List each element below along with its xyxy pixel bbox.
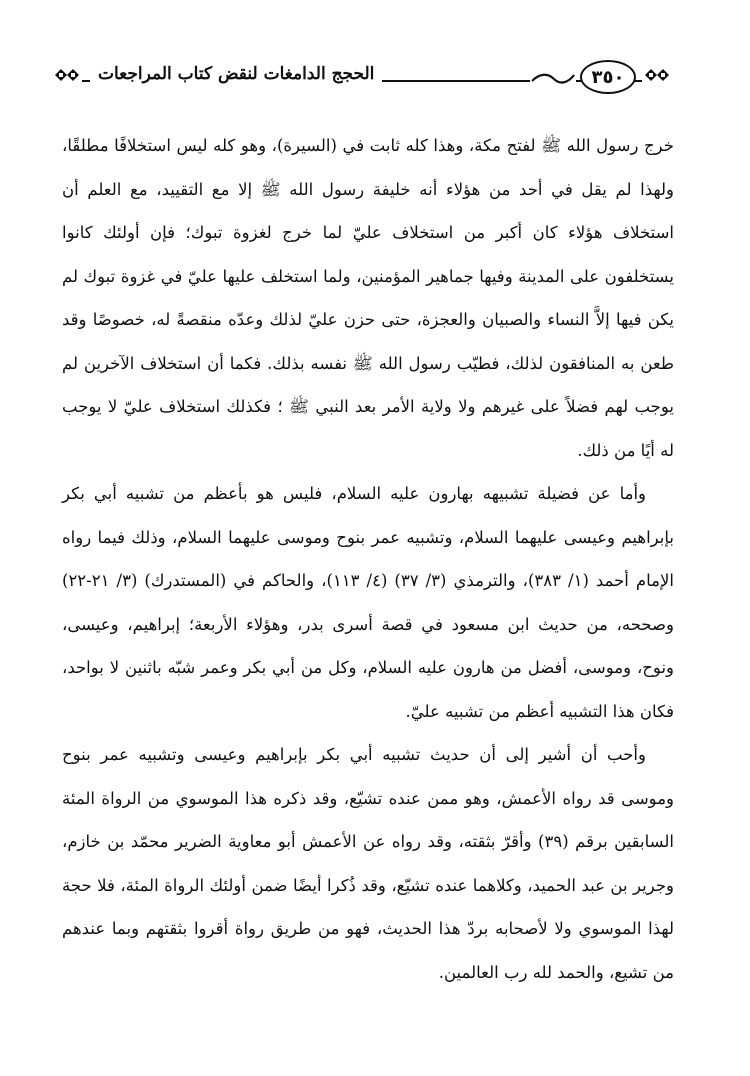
text-line: وجرير بن عبد الحميد، وكلاهما عنده تشيّع، وقد ذُكرا أيضًا ضمن أولئك الرواة المئة، فلا xyxy=(97,875,674,895)
text-line: عندهم من تشيع، والحمد لله رب العالمين. xyxy=(62,919,674,982)
text-line: يوجب له أيًا من ذلك. xyxy=(62,397,674,460)
header-swash-icon xyxy=(530,70,576,84)
text-line: يوجب لهم فضلاً على غيرهم ولا ولاية الأمر بعد النبي ﷺ ؛ فكذلك استخلاف عليّ لا xyxy=(107,397,674,416)
page-number: ٣٥٠ xyxy=(580,60,636,94)
text-line: والترمذي (٣/ ٣٧) (٤/ ١١٣)، والحاكم في (المستدرك) (٣/ ٢١-٢٢) وصححه، من xyxy=(62,571,674,634)
text-line: فيها إلاَّ النساء والصبيان والعجزة، حتى حزن عليّ لذلك وعدّه منقصةً له، خصوصًا وقد xyxy=(62,310,642,329)
text-line: حديث ابن مسعود في قصة أسرى بدر، وهؤلاء الأربعة؛ إبراهيم، وعيسى، ونوح، xyxy=(62,614,674,677)
text-line: يستخلفون على المدينة وفيها جماهير المؤمنين، ولما استخلف عليها عليّ في غزوة تبوك لم يكن xyxy=(62,266,674,329)
body-text xyxy=(62,124,674,994)
text-line: السابقين برقم (٣٩) وأقرّ بثقته، وقد رواه عن الأعمش أبو معاوية الضرير محمّد بن خازم، xyxy=(62,832,674,851)
text-line: وموسى قد رواه الأعمش، وهو ممن عنده تشيّع، وقد ذكره هذا الموسوي من الرواة المئة xyxy=(62,788,674,808)
left-ornament-icon xyxy=(52,64,82,86)
text-line: خرج رسول الله ﷺ لفتح مكة، وهذا كله ثابت في (السيرة)، وهو كله ليس استخلافًا xyxy=(114,136,674,155)
right-ornament-icon xyxy=(642,64,672,86)
paragraph xyxy=(62,733,674,994)
text-line: استخلاف هؤلاء كان أكبر من استخلاف عليّ لما خرج لغزوة تبوك؛ فإن أولئك كانوا xyxy=(62,223,674,242)
text-line: التشبيه أعظم من تشبيه عليّ. xyxy=(405,701,608,721)
text-line: حجة لهذا الموسوي ولا لأصحابه بردّ هذا الحديث، فهو من طريق رواة أقروا بثقتهم وبما xyxy=(62,875,675,938)
paragraph xyxy=(62,124,674,472)
text-line: طعن به المنافقون لذلك، فطيّب رسول الله ﷺ نفسه بذلك. فكما أن استخلاف الآخرين لم xyxy=(62,353,674,373)
book-title: الحجج الدامغات لنقض كتاب المراجعات xyxy=(90,62,382,86)
text-line: وأما عن فضيلة تشبيهه بهارون عليه السلام، فليس هو بأعظم من تشبيه أبي بكر بإبراهيم xyxy=(62,484,674,547)
text-line: وأحب أن أشير إلى أن حديث تشبيه أبي بكر بإبراهيم وعيسى وتشبيه عمر بنوح xyxy=(62,745,646,764)
paragraph xyxy=(62,472,674,733)
text-line: وموسى، أفضل من هارون عليه السلام، وكل من أبي بكر وعمر شبّه باثنين لا بواحد، فكان هذا xyxy=(62,658,674,721)
text-line: مطلقًا، ولهذا لم يقل في أحد من هؤلاء أنه خليفة رسول الله ﷺ إلا مع التقييد، مع العلم أن xyxy=(62,136,674,199)
running-header xyxy=(52,52,672,94)
text-line: وعيسى عليهما السلام، وتشبيه عمر بنوح وموسى عليهما السلام، وذلك فيما رواه الإمام أحمد (١/ ٣٨٣)، xyxy=(62,527,674,590)
